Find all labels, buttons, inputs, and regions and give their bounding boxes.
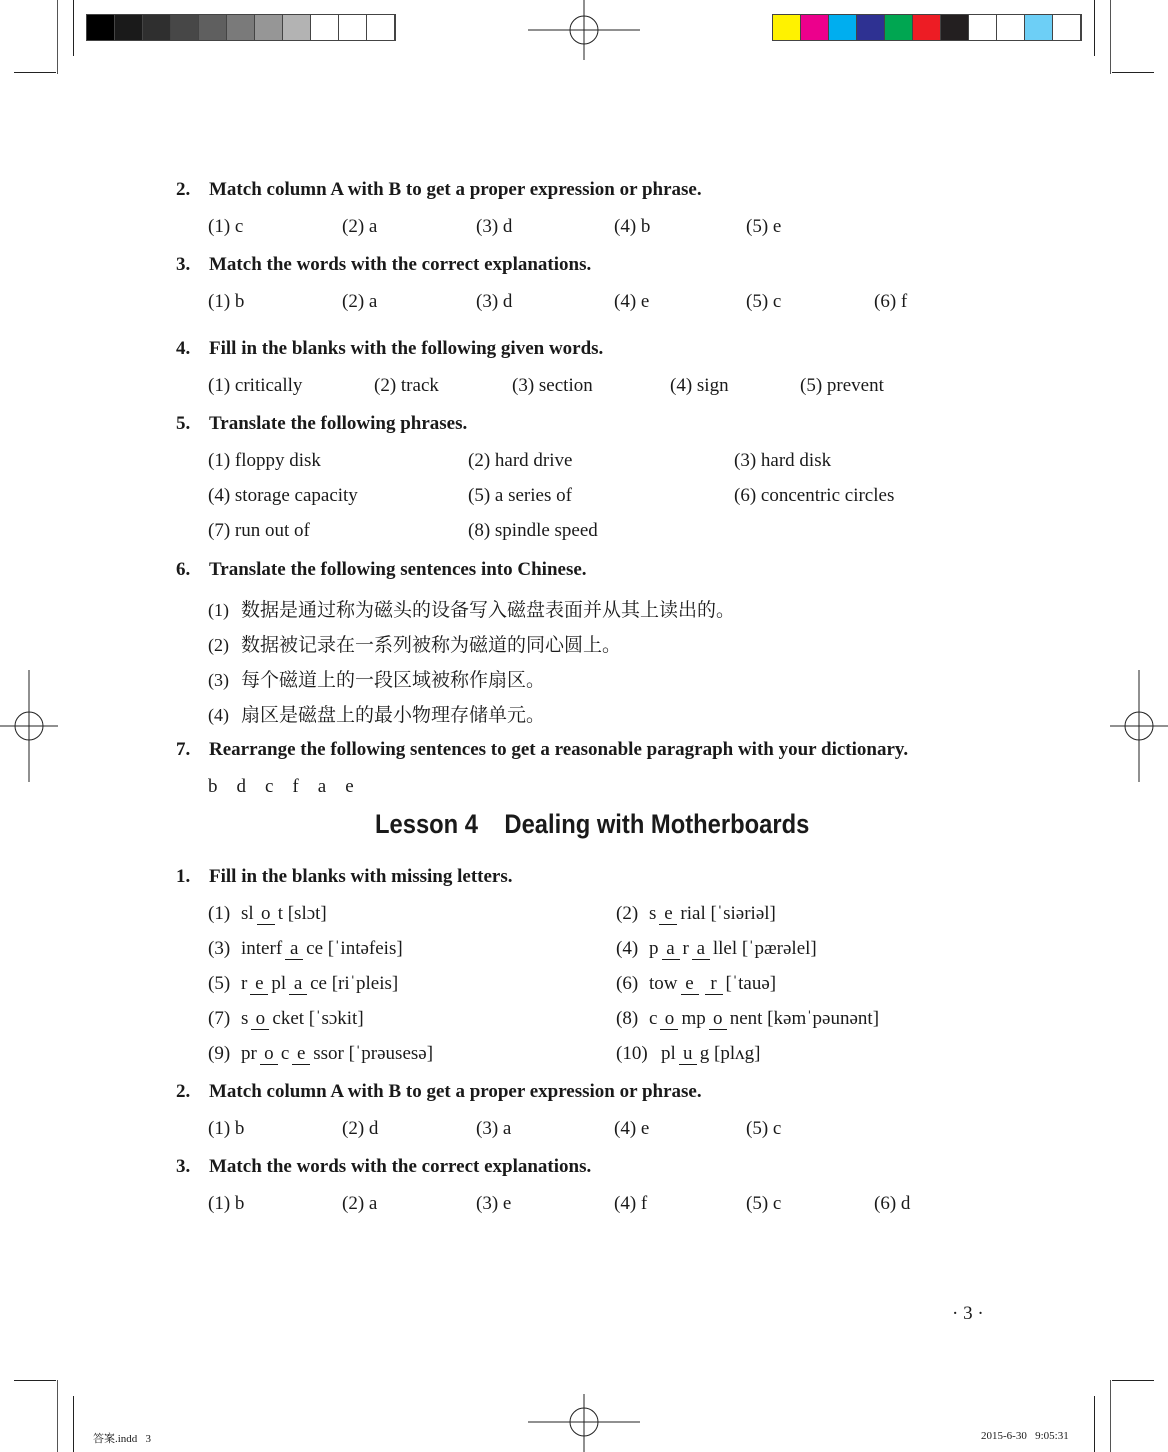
fill-item: (4) p a r a llel [ˈpærəlel]: [616, 938, 817, 959]
registration-mark-icon: [528, 1394, 640, 1452]
answer-sentence: (3) 每个磁道上的一段区域被称作扇区。: [208, 669, 546, 691]
fill-item: (5) r e pl a ce [riˈpleis]: [208, 973, 399, 994]
registration-mark-icon: [528, 0, 640, 60]
page-number: · 3 ·: [952, 1303, 984, 1324]
answer-item: (4) storage capacity: [208, 485, 358, 506]
answer-item: (5) e: [746, 216, 782, 237]
fill-item: (10) pl u g [plʌg]: [616, 1043, 761, 1064]
answer-item: (3) section: [512, 375, 593, 396]
answer-item: (2) track: [374, 375, 439, 396]
answer-item: (2) hard drive: [468, 450, 573, 471]
file-slug: 答案.indd 3: [93, 1433, 152, 1445]
answer-item: (6) d: [874, 1193, 911, 1214]
color-swatch: [969, 15, 997, 40]
question-heading: 2. Match column A with B to get a proper expression or phrase.: [176, 1081, 702, 1102]
answer-item: (5) a series of: [468, 485, 572, 506]
registration-mark-icon: [0, 670, 58, 782]
answer-item: (4) f: [614, 1193, 648, 1214]
answer-item: (4) sign: [670, 375, 729, 396]
color-swatch: [829, 15, 857, 40]
color-swatch: [311, 15, 339, 40]
answer-item: (3) e: [476, 1193, 512, 1214]
color-swatch: [801, 15, 829, 40]
fill-item: (6) tow e r [ˈtauə]: [616, 973, 777, 994]
fill-item: (7) s o cket [ˈsɔkit]: [208, 1008, 364, 1029]
question-heading: 1. Fill in the blanks with missing letters.: [176, 866, 513, 887]
answer-item: (4) e: [614, 1118, 650, 1139]
answer-item: (2) a: [342, 216, 378, 237]
answer-item: (3) a: [476, 1118, 512, 1139]
print-timestamp: 2015-6-30 9:05:31: [981, 1430, 1069, 1442]
gray-scale-bar: [86, 14, 396, 41]
fill-item: (3) interf a ce [ˈintəfeis]: [208, 938, 403, 959]
answer-item: (3) d: [476, 291, 513, 312]
color-swatch: [115, 15, 143, 40]
question-heading: 3. Match the words with the correct explanations.: [176, 254, 592, 275]
answer-item: (2) a: [342, 291, 378, 312]
answer-item: (2) a: [342, 1193, 378, 1214]
color-swatch: [367, 15, 395, 40]
answer-item: (1) b: [208, 1193, 245, 1214]
question-heading: 6. Translate the following sentences into Chinese.: [176, 559, 587, 580]
color-swatch: [199, 15, 227, 40]
answer-item: (6) concentric circles: [734, 485, 895, 506]
color-swatch: [885, 15, 913, 40]
color-swatch: [913, 15, 941, 40]
answer-sentence: (2) 数据被记录在一系列被称为磁道的同心圆上。: [208, 634, 622, 656]
answer-sequence: b d c f a e: [208, 776, 354, 797]
color-swatch: [283, 15, 311, 40]
answer-item: (6) f: [874, 291, 908, 312]
answer-sentence: (4) 扇区是磁盘上的最小物理存储单元。: [208, 704, 546, 726]
color-swatch: [1053, 15, 1081, 40]
color-swatch: [143, 15, 171, 40]
answer-item: (8) spindle speed: [468, 520, 598, 541]
question-heading: 7. Rearrange the following sentences to get a reasonable paragraph with your dictionary.: [176, 739, 909, 760]
answer-item: (5) c: [746, 291, 782, 312]
fill-item: (2) s e rial [ˈsiəriəl]: [616, 903, 776, 924]
answer-item: (1) b: [208, 291, 245, 312]
question-heading: 4. Fill in the blanks with the following given words.: [176, 338, 604, 359]
answer-item: (1) floppy disk: [208, 450, 321, 471]
lesson-title: Lesson 4 Dealing with Motherboards: [375, 809, 810, 839]
answer-item: (3) d: [476, 216, 513, 237]
answer-item: (5) prevent: [800, 375, 884, 396]
answer-item: (5) c: [746, 1193, 782, 1214]
color-bar: [772, 14, 1082, 41]
answer-item: (5) c: [746, 1118, 782, 1139]
fill-item: (8) c o mp o nent [kəmˈpəunənt]: [616, 1008, 880, 1029]
answer-item: (7) run out of: [208, 520, 310, 541]
question-heading: 5. Translate the following phrases.: [176, 413, 468, 434]
color-swatch: [171, 15, 199, 40]
answer-item: (1) critically: [208, 375, 303, 396]
answer-item: (2) d: [342, 1118, 379, 1139]
answer-item: (1) c: [208, 216, 244, 237]
answer-sentence: (1) 数据是通过称为磁头的设备写入磁盘表面并从其上读出的。: [208, 599, 736, 621]
color-swatch: [857, 15, 885, 40]
color-swatch: [87, 15, 115, 40]
color-swatch: [255, 15, 283, 40]
fill-item: (9) pr o c e ssor [ˈprəusesə]: [208, 1043, 434, 1064]
color-swatch: [997, 15, 1025, 40]
question-heading: 3. Match the words with the correct explanations.: [176, 1156, 592, 1177]
color-swatch: [941, 15, 969, 40]
answer-item: (4) e: [614, 291, 650, 312]
answer-item: (1) b: [208, 1118, 245, 1139]
answer-item: (3) hard disk: [734, 450, 832, 471]
registration-mark-icon: [1110, 670, 1168, 782]
answer-item: (4) b: [614, 216, 651, 237]
question-heading: 2. Match column A with B to get a proper expression or phrase.: [176, 179, 702, 200]
color-swatch: [1025, 15, 1053, 40]
fill-item: (1) sl o t [slɔt]: [208, 903, 327, 924]
color-swatch: [773, 15, 801, 40]
color-swatch: [339, 15, 367, 40]
color-swatch: [227, 15, 255, 40]
